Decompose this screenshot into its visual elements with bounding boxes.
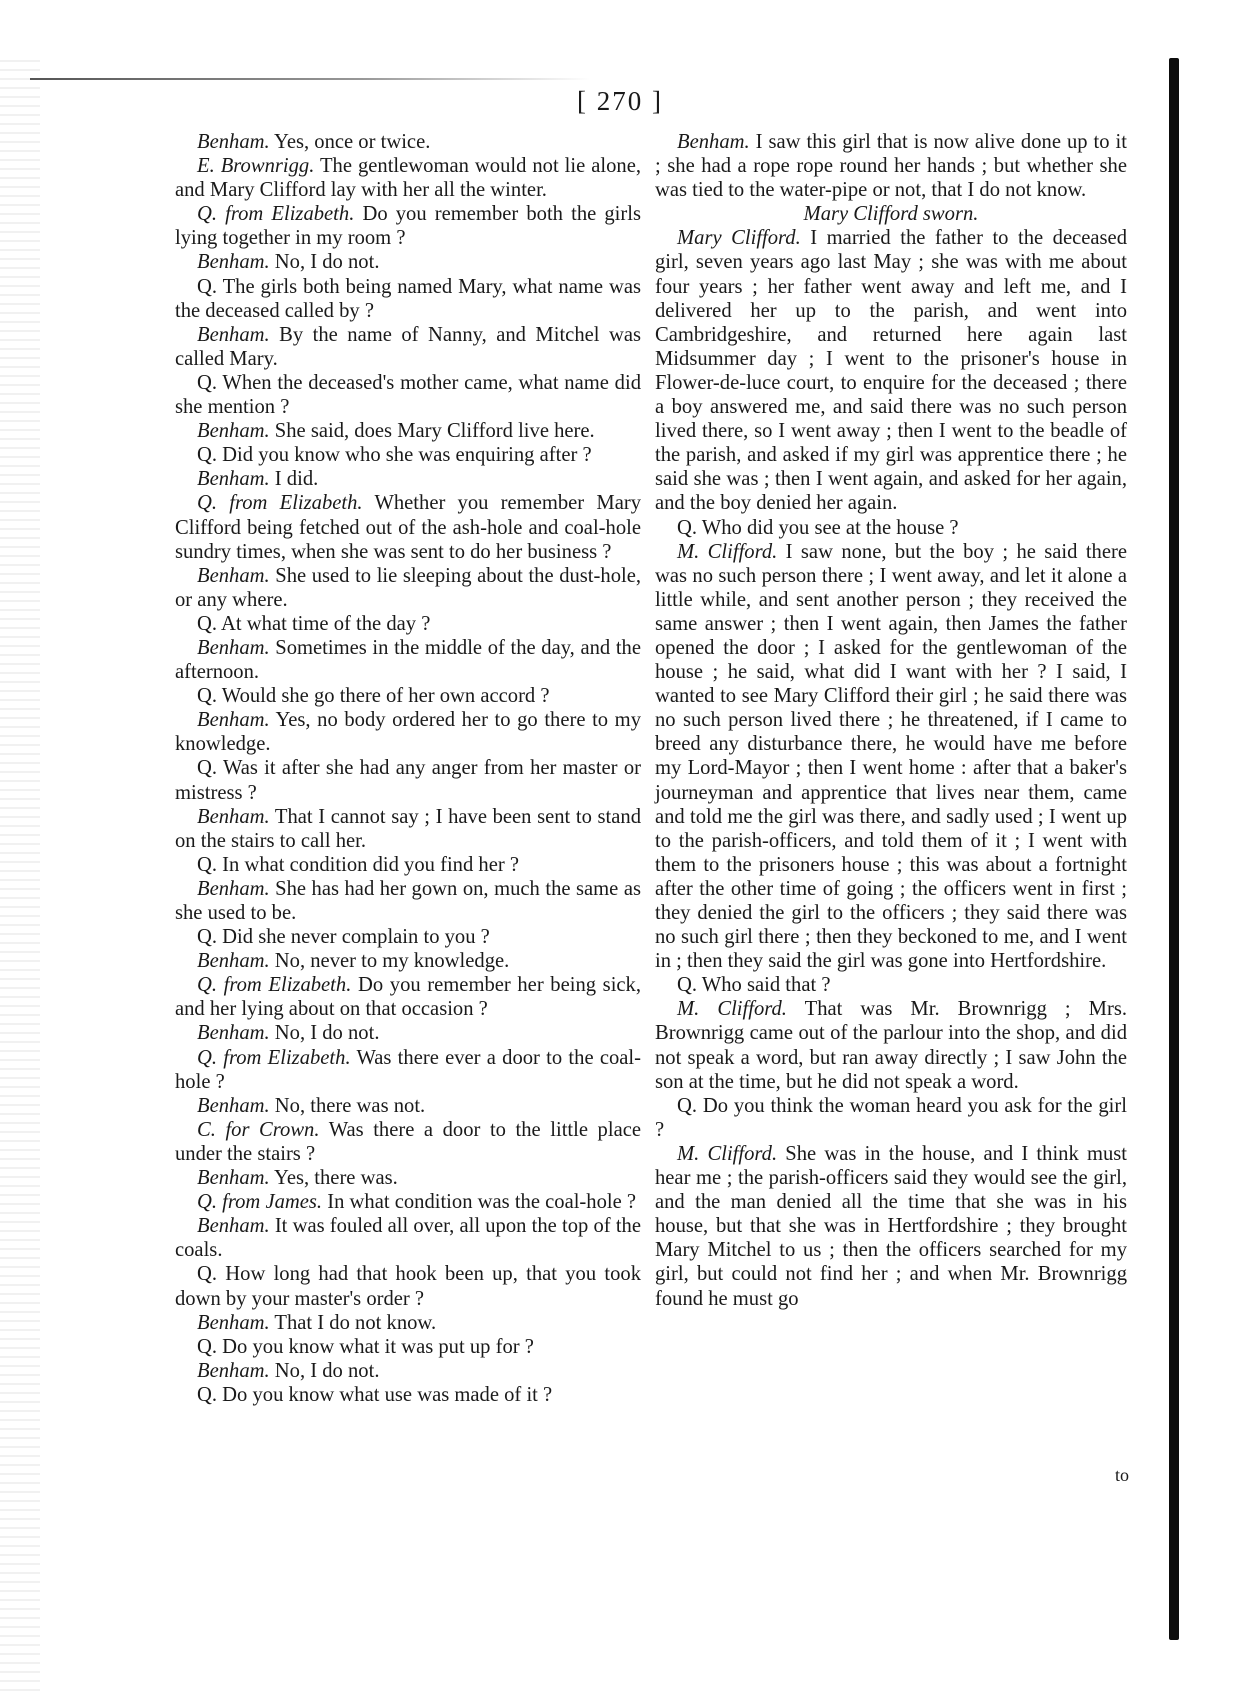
testimony-paragraph	[175, 1190, 641, 1214]
speaker-label: Benham.	[197, 1215, 270, 1238]
paragraph-text: Q. When the deceased's mother came, what name did she mention ?	[175, 371, 641, 419]
header-rule	[30, 78, 590, 80]
testimony-paragraph	[175, 973, 641, 1021]
paragraph-text: She was in the house, and I think must hear me ; the parish-officers said they would see the girl, and the man denied all the time that she was in his house, but that she was in Hertfordshire ; they brought Mary Mitchel to us ; then the officers searched for my girl, but could not find her ; and when Mr. Brownrigg found he must go	[655, 1142, 1127, 1310]
speaker-label: Q. from Elizabeth.	[197, 203, 355, 226]
paragraph-text: Sometimes in the middle of the day, and the afternoon.	[175, 636, 641, 684]
testimony-paragraph	[175, 130, 641, 154]
paragraph-text: The gentlewoman would not lie alone, and Mary Clifford lay with her all the winter.	[175, 155, 642, 202]
paragraph-text: That I do not know.	[269, 1311, 437, 1334]
testimony-paragraph	[175, 1383, 641, 1407]
testimony-paragraph	[175, 443, 641, 467]
paragraph-text: Q. In what condition did you find her ?	[197, 853, 519, 876]
paragraph-text: In what condition was the coal-hole ?	[322, 1191, 637, 1214]
page-number: [ 270 ]	[577, 86, 663, 116]
speaker-label: Benham.	[197, 1359, 270, 1382]
testimony-paragraph	[175, 684, 641, 708]
testimony-paragraph	[175, 323, 641, 371]
testimony-paragraph	[655, 997, 1127, 1093]
testimony-paragraph	[175, 1335, 641, 1359]
paragraph-text: Q. Did she never complain to you ?	[197, 926, 490, 949]
testimony-paragraph	[175, 275, 641, 323]
testimony-paragraph	[175, 250, 641, 274]
paragraph-text: No, there was not.	[269, 1094, 426, 1117]
testimony-paragraph	[175, 1094, 641, 1118]
paragraph-text: No, I do not.	[269, 1022, 380, 1045]
paragraph-text: I did.	[269, 468, 319, 491]
paragraph-text: Was there ever a door to the coal-hole ?	[175, 1046, 641, 1093]
paragraph-text: Q. How long had that hook been up, that you took down by your master's order ?	[175, 1263, 641, 1310]
scan-binding-bar	[1169, 58, 1179, 1640]
paragraph-text: Q. Do you know what use was made of it ?	[197, 1383, 553, 1406]
testimony-paragraph	[175, 1166, 641, 1190]
paragraph-text: I married the father to the deceased girl, seven years ago last May ; she was with me about four years ; her father went away and left me, and I delivered her up to the parish, and went into Cambridgeshire, and returned here again last Midsummer day ; I went to the prisoner's house in Flower-de-luce court, to enquire for the deceased ; there a boy answered me, and said there was no such person lived there, so I went away ; then I went to the beadle of the parish, and asked if my girl was apprentice there ; he said she was ; then I went again, and asked for her again, and the boy denied her again.	[655, 227, 1127, 515]
testimony-paragraph	[175, 756, 641, 804]
speaker-label: C. for Crown.	[197, 1118, 320, 1141]
testimony-paragraph	[655, 540, 1127, 974]
testimony-paragraph	[175, 1214, 641, 1262]
scan-edge-shadow	[0, 60, 40, 1693]
testimony-paragraph	[175, 564, 641, 612]
testimony-paragraph	[175, 202, 641, 250]
paragraph-text: Q. The girls both being named Mary, what name was the deceased called by ?	[175, 275, 641, 322]
paragraph-text: Q. Who said that ?	[677, 974, 831, 997]
paragraph-text: She has had her gown on, much the same as she used to be.	[175, 877, 641, 924]
paragraph-text: That was Mr. Brownrigg ; Mrs. Brownrigg came out of the parlour into the shop, and did not speak a word, but ran away directly ; I saw John the son at the time, but he did not speak a word.	[655, 998, 1127, 1093]
paragraph-text: Yes, no body ordered her to go there to my knowledge.	[175, 709, 641, 756]
paragraph-text: No, never to my knowledge.	[269, 950, 510, 973]
speaker-label: Benham.	[197, 1311, 270, 1334]
paragraph-text: Do you remember both the girls lying together in my room ?	[175, 203, 641, 250]
testimony-paragraph	[175, 1311, 641, 1335]
speaker-label: Q. from James.	[197, 1191, 323, 1214]
paragraph-text: By the name of Nanny, and Mitchel was called Mary.	[175, 323, 641, 370]
testimony-paragraph	[175, 491, 641, 563]
speaker-label: E. Brownrigg.	[197, 155, 315, 178]
paragraph-text: No, I do not.	[269, 251, 380, 274]
speaker-label: Benham.	[197, 709, 270, 732]
speaker-label: Benham.	[197, 805, 270, 828]
testimony-paragraph	[175, 636, 641, 684]
testimony-paragraph	[175, 1046, 641, 1094]
testimony-paragraph	[175, 853, 641, 877]
paragraph-text: It was fouled all over, all upon the top of the coals.	[175, 1215, 641, 1262]
speaker-label: Benham.	[197, 468, 270, 491]
paragraph-text: Q. Would she go there of her own accord ?	[197, 685, 550, 708]
speaker-label: M. Clifford.	[677, 1142, 778, 1165]
section-heading: Mary Clifford sworn.	[803, 203, 979, 226]
speaker-label: Benham.	[197, 420, 270, 443]
testimony-paragraph	[655, 1142, 1127, 1311]
paragraph-text: That I cannot say ; I have been sent to stand on the stairs to call her.	[175, 805, 641, 852]
paragraph-text: I saw this girl that is now alive done up to it ; she had a rope rope round her hands ; but whether she was tied to the water-pipe or not, that I do not know.	[655, 131, 1127, 202]
right-column	[655, 130, 1127, 1311]
testimony-paragraph	[655, 130, 1127, 202]
testimony-paragraph	[175, 877, 641, 925]
speaker-label: Q. from Elizabeth.	[197, 492, 363, 515]
speaker-label: Benham.	[197, 877, 270, 900]
speaker-label: Benham.	[197, 251, 270, 274]
testimony-paragraph	[655, 1094, 1127, 1142]
speaker-label: Benham.	[197, 636, 270, 659]
paragraph-text: Q. Was it after she had any anger from her master or mistress ?	[175, 757, 641, 804]
testimony-paragraph	[175, 805, 641, 853]
testimony-paragraph	[175, 154, 641, 202]
paragraph-text: Was there a door to the little place under the stairs ?	[175, 1118, 641, 1165]
speaker-label: Benham.	[197, 1167, 270, 1190]
speaker-label: Benham.	[197, 131, 270, 153]
testimony-paragraph	[175, 925, 641, 949]
speaker-label: Mary Clifford.	[677, 227, 801, 250]
speaker-label: Q. from Elizabeth.	[197, 974, 352, 997]
testimony-paragraph	[175, 708, 641, 756]
testimony-paragraph	[175, 1262, 641, 1310]
paragraph-text: Yes, once or twice.	[269, 131, 431, 153]
paragraph-text: Q. At what time of the day ?	[197, 612, 431, 635]
paragraph-text: Q. Who did you see at the house ?	[677, 516, 959, 539]
paragraph-text: She said, does Mary Clifford live here.	[269, 420, 595, 443]
paragraph-text: No, I do not.	[269, 1359, 380, 1382]
testimony-paragraph	[175, 467, 641, 491]
paragraph-text: Q. Do you know what it was put up for ?	[197, 1335, 534, 1358]
paragraph-text: Q. Did you know who she was enquiring after ?	[197, 444, 592, 467]
paragraph-text: Yes, there was.	[269, 1167, 398, 1190]
speaker-label: Benham.	[197, 1022, 270, 1045]
speaker-label: M. Clifford.	[677, 540, 778, 563]
paragraph-text: She used to lie sleeping about the dust-hole, or any where.	[175, 564, 641, 611]
paragraph-text: I saw none, but the boy ; he said there was no such person there ; I went away, and let it alone a little while, and sent another person ; they received the same answer ; then I went again, then James the father opened the door ; I asked for the gentlewoman of the house ; he said, what did I want with her ? I said, I wanted to see Mary Clifford their girl ; he said there was no such person lived there ; he threatened, if I came to breed any disturbance there, he would have me before my Lord-Mayor ; then I went home : after that a baker's journeyman and apprentice that lives near them, came and told me the girl was there, and sadly used ; I went up to the parish-officers, and told them of it ; I went with them to the prisoners house ; this was about a fortnight after the other time of going ; the officers went in first ; they denied the girl to the officers ; they said there was no such girl there ; then they beckoned to me, and I went in ; then they said the girl was gone into Hertfordshire.	[655, 540, 1127, 973]
speaker-label: Benham.	[677, 131, 750, 153]
paragraph-text: Q. Do you think the woman heard you ask for the girl ?	[655, 1094, 1127, 1141]
testimony-paragraph	[175, 1359, 641, 1383]
testimony-paragraph	[655, 973, 1127, 997]
testimony-paragraph	[175, 371, 641, 419]
testimony-paragraph	[175, 1021, 641, 1045]
speaker-label: Benham.	[197, 1094, 270, 1117]
paragraph-text: Whether you remember Mary Clifford being fetched out of the ash-hole and coal-hole sundry times, when she was sent to do her business ?	[175, 492, 641, 563]
testimony-paragraph	[175, 419, 641, 443]
speaker-label: Q. from Elizabeth.	[197, 1046, 351, 1069]
speaker-label: Benham.	[197, 323, 270, 346]
testimony-paragraph	[175, 1118, 641, 1166]
testimony-paragraph	[655, 516, 1127, 540]
testimony-paragraph	[175, 612, 641, 636]
left-column	[175, 130, 641, 1407]
testimony-paragraph	[655, 226, 1127, 515]
testimony-paragraph	[175, 949, 641, 973]
speaker-label: Benham.	[197, 950, 270, 973]
speaker-label: Benham.	[197, 564, 270, 587]
paragraph-text: Do you remember her being sick, and her lying about on that occasion ?	[175, 974, 641, 1021]
speaker-label: M. Clifford.	[677, 998, 787, 1021]
catchword: to	[1115, 1465, 1130, 1485]
